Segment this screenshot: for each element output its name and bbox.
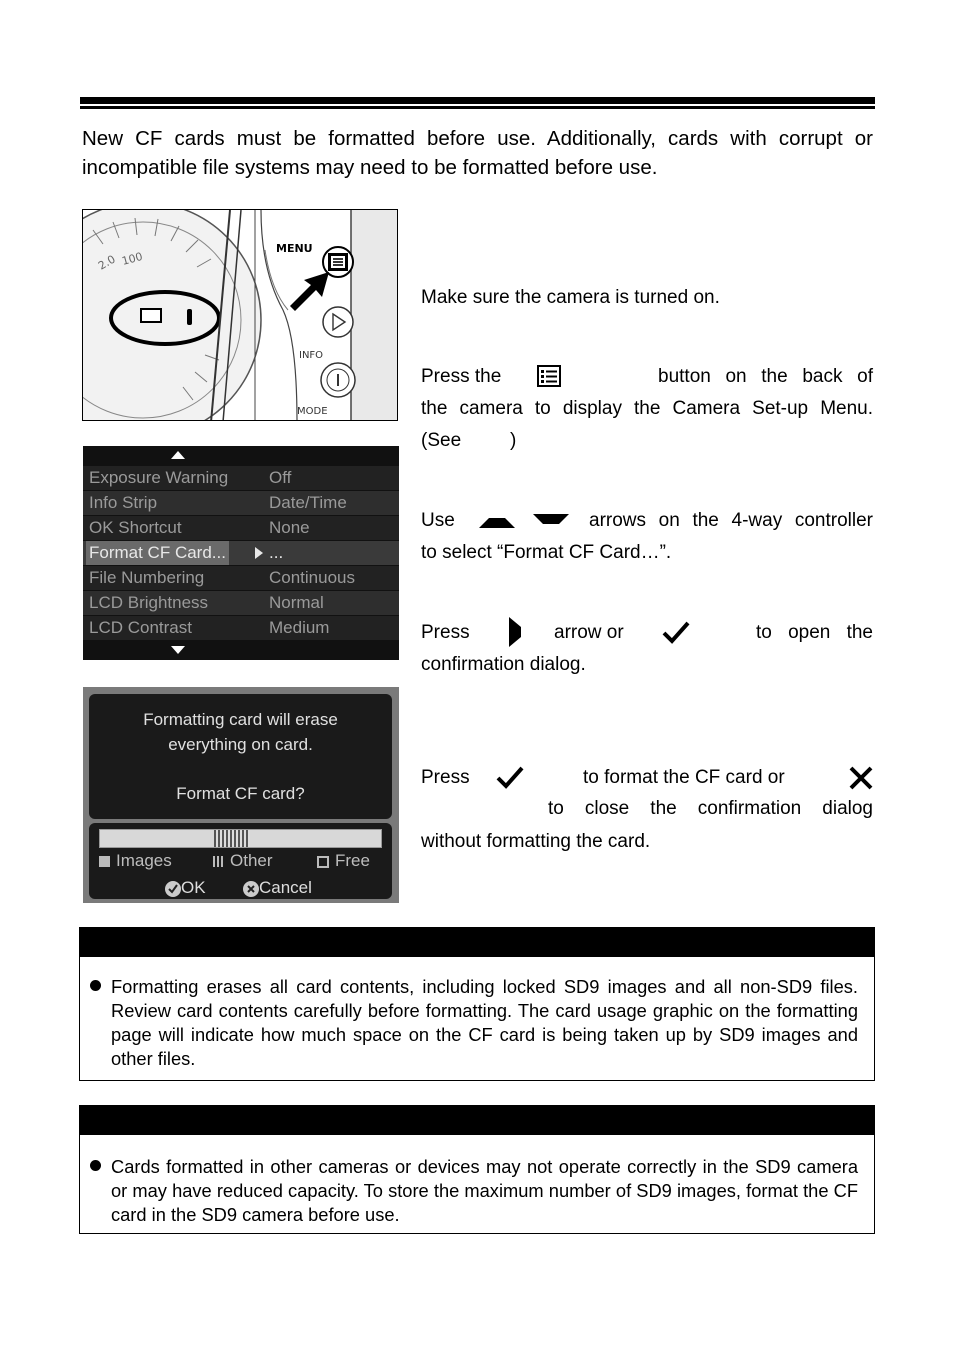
format-dialog-message: Formatting card will erase everything on card. Format CF card? [89, 694, 392, 819]
other-swatch [213, 856, 224, 867]
note-header-bar [80, 928, 874, 957]
submenu-arrow-icon [255, 547, 263, 559]
note-box-compatibility [79, 1105, 875, 1234]
step-4-line-2: confirmation dialog. [421, 654, 586, 675]
svg-text:MODE: MODE [297, 406, 328, 417]
other-segment [214, 830, 250, 847]
step-2-line-1: Press the button on the back of [421, 366, 873, 387]
camera-drawing [83, 210, 398, 421]
intro-paragraph: New CF cards must be formatted before use. Additionally, cards with corrupt or incompatible file systems may need to be formatted before use. [82, 127, 873, 179]
svg-text:2.0: 2.0 [96, 252, 118, 273]
menu-row: LCD Brightness Normal [83, 591, 399, 615]
step-2-line-3: (See ) [421, 430, 517, 451]
bullet-icon [90, 1160, 101, 1171]
down-arrow-icon [533, 514, 569, 528]
step-5-line-2: to close the confirmation dialog [548, 798, 873, 819]
cancel-x-icon [243, 881, 259, 897]
step-4-line-1: Press arrow or to open the [421, 617, 873, 649]
ok-check-icon [496, 765, 524, 789]
menu-button-icon [536, 365, 562, 387]
svg-text:100: 100 [120, 249, 145, 268]
format-confirmation-screen [83, 687, 399, 903]
up-arrow-icon [479, 514, 515, 528]
note-header-bar [80, 1106, 874, 1135]
menu-row: Info Strip Date/Time [83, 491, 399, 515]
legend-images: Images [99, 851, 172, 871]
note-body: Formatting erases all card contents, including locked SD9 images and all non-SD9 files. Review card contents carefully before formatting. The card usage graphic on the formatting page will indicate how much space on the CF card is being taken up by SD9 images and other files. [80, 957, 874, 1071]
step-2-line-2: the camera to display the Camera Set-up Menu. [421, 398, 873, 419]
camera-back-illustration [82, 209, 398, 421]
note-body: Cards formatted in other cameras or devices may not operate correctly in the SD9 camera or may have reduced capacity. To store the maximum number of SD9 images, format the CF card in the SD9 camera before use. [80, 1135, 874, 1227]
free-swatch [317, 856, 329, 868]
menu-row: Exposure Warning Off [83, 466, 399, 490]
menu-row-selected: Format CF Card... ... [83, 541, 399, 565]
camera-setup-menu-screen [83, 446, 399, 660]
menu-down-arrow-icon [171, 646, 185, 654]
top-rule [80, 97, 875, 104]
ok-option: OK [165, 878, 206, 898]
step-5-line-1: Press to format the CF card or [421, 762, 873, 794]
cancel-x-icon [849, 766, 873, 790]
menu-row: OK Shortcut None [83, 516, 399, 540]
legend-other: Other [213, 851, 273, 871]
card-usage-bar [99, 829, 382, 848]
ok-check-icon [165, 881, 181, 897]
ok-check-icon [662, 620, 690, 644]
cancel-option: Cancel [243, 878, 312, 898]
note-box-formatting [79, 927, 875, 1081]
right-arrow-icon [509, 617, 521, 647]
step-3-line-1: Use arrows on the 4-way controller [421, 510, 873, 531]
images-swatch [99, 856, 110, 867]
top-rule-thin [80, 106, 875, 109]
svg-text:MENU: MENU [276, 242, 313, 255]
step-3-line-2: to select “Format CF Card…”. [421, 542, 672, 563]
legend-free: Free [317, 851, 370, 871]
menu-row: File Numbering Continuous [83, 566, 399, 590]
menu-row: LCD Contrast Medium [83, 616, 399, 640]
card-usage-panel [89, 823, 392, 899]
menu-up-arrow-icon [171, 451, 185, 459]
bullet-icon [90, 980, 101, 991]
svg-text:INFO: INFO [299, 350, 324, 361]
step-1-text: Make sure the camera is turned on. [421, 287, 720, 308]
step-5-line-3: without formatting the card. [421, 831, 651, 852]
